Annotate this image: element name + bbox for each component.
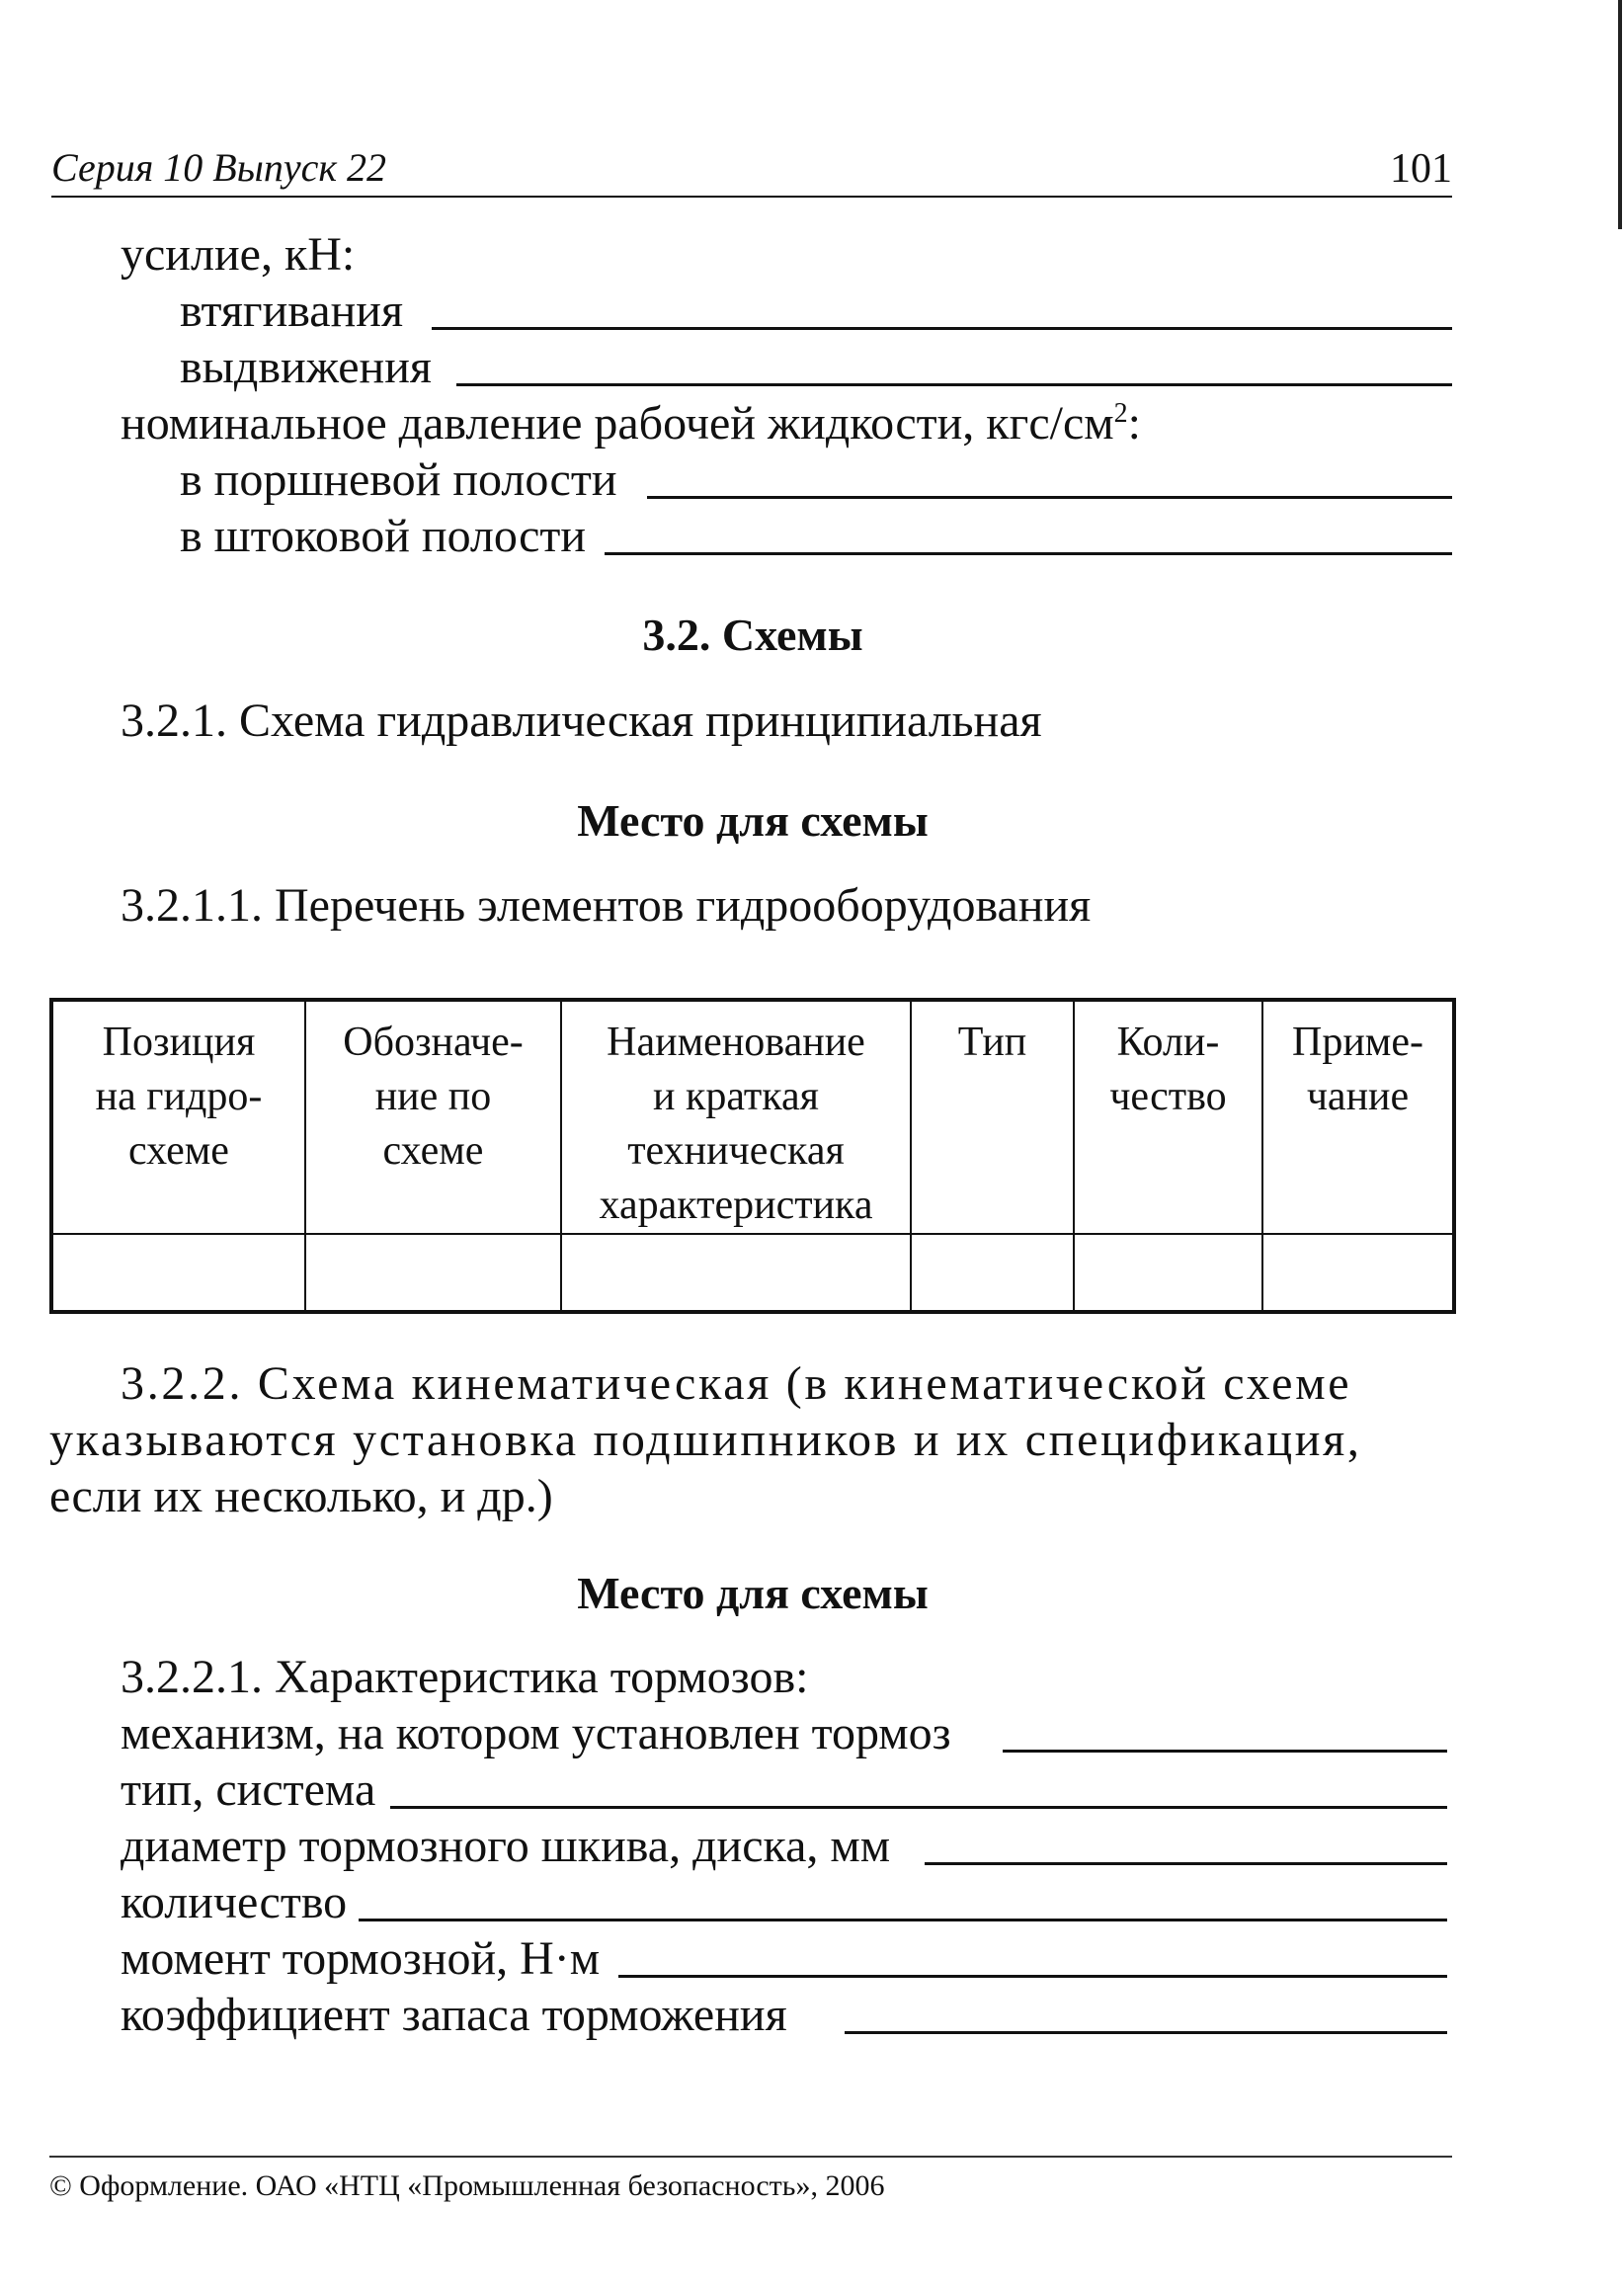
header-rule xyxy=(51,196,1452,198)
brakes-title: 3.2.2.1. Характеристика тормозов: xyxy=(121,1651,809,1703)
footer-rule xyxy=(49,2156,1452,2158)
brake-torque-label: момент тормозной, Н·м xyxy=(121,1932,601,1985)
copyright-footer: © Оформление. ОАО «НТЦ «Промышленная безопасность», 2006 xyxy=(49,2169,885,2202)
force-retract-label: втягивания xyxy=(180,285,404,337)
table-row xyxy=(51,1234,1454,1312)
section-heading-schemes: 3.2. Схемы xyxy=(642,610,863,660)
brake-quantity-blank[interactable] xyxy=(359,1919,1447,1921)
table-header-row xyxy=(51,1000,1454,1234)
brake-diameter-label: диаметр тормозного шкива, диска, мм xyxy=(121,1820,891,1872)
running-header-series: Серия 10 Выпуск 22 xyxy=(51,145,387,190)
column-header-name: Наименование и краткая техническая характеристика xyxy=(561,1000,911,1234)
force-title: усилие, кН: xyxy=(121,228,356,281)
brake-diameter-blank[interactable] xyxy=(925,1862,1447,1865)
table-cell[interactable] xyxy=(51,1234,305,1312)
brake-type-label: тип, система xyxy=(121,1763,376,1816)
kinematic-scheme-line-2: указываются установка подшипников и их спецификация, xyxy=(49,1414,1362,1466)
brake-torque-blank[interactable] xyxy=(618,1975,1447,1978)
kinematic-scheme-placeholder: Место для схемы xyxy=(577,1568,929,1618)
brake-mechanism-label: механизм, на котором установлен тормоз xyxy=(121,1707,951,1759)
pressure-title: номинальное давление рабочей жидкости, кгс/$см^2$: xyxy=(121,397,1141,449)
brake-quantity-label: количество xyxy=(121,1876,348,1928)
column-header-note: Приме- чание xyxy=(1262,1000,1454,1234)
column-header-quantity: Коли- чество xyxy=(1074,1000,1262,1234)
pressure-piston-label: в поршневой полости xyxy=(180,453,617,506)
pressure-piston-blank[interactable] xyxy=(647,496,1452,499)
table-cell[interactable] xyxy=(561,1234,911,1312)
column-header-type: Тип xyxy=(911,1000,1074,1234)
hydraulic-scheme-title: 3.2.1. Схема гидравлическая принципиальная xyxy=(121,695,1042,747)
column-header-position: Позиция на гидро- схеме xyxy=(51,1000,305,1234)
table-cell[interactable] xyxy=(305,1234,561,1312)
hydraulic-scheme-placeholder: Место для схемы xyxy=(577,795,929,846)
hydraulic-elements-table xyxy=(49,998,1456,1314)
brake-reserve-label: коэффициент запаса торможения xyxy=(121,1989,787,2041)
brake-reserve-blank[interactable] xyxy=(845,2031,1447,2034)
column-header-designation: Обозначе- ние по схеме xyxy=(305,1000,561,1234)
pressure-rod-blank[interactable] xyxy=(605,552,1452,555)
hydraulic-elements-list-title: 3.2.1.1. Перечень элементов гидрооборудования xyxy=(121,879,1092,932)
brake-mechanism-blank[interactable] xyxy=(1003,1750,1447,1753)
force-retract-blank[interactable] xyxy=(432,327,1452,330)
table-cell[interactable] xyxy=(1262,1234,1454,1312)
kinematic-scheme-line-1: 3.2.2. Схема кинематическая (в кинематической схеме xyxy=(121,1357,1352,1410)
force-extend-label: выдвижения xyxy=(180,341,432,393)
page-number: 101 xyxy=(1390,146,1452,192)
table-cell[interactable] xyxy=(911,1234,1074,1312)
force-extend-blank[interactable] xyxy=(456,383,1452,386)
pressure-rod-label: в штоковой полости xyxy=(180,510,587,562)
page-edge-mark xyxy=(1618,0,1622,229)
table-cell[interactable] xyxy=(1074,1234,1262,1312)
kinematic-scheme-line-3: если их несколько, и др.) xyxy=(49,1470,553,1522)
brake-type-blank[interactable] xyxy=(390,1806,1447,1809)
